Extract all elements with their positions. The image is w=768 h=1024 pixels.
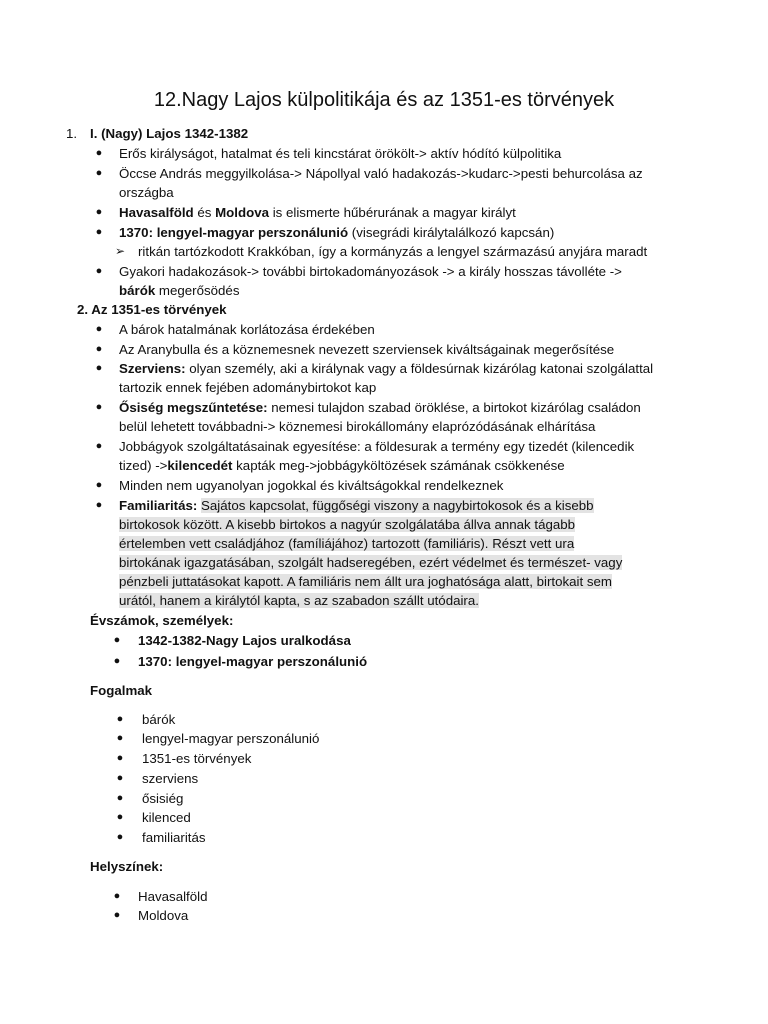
list-item: Erős királyságot, hatalmat és teli kincstárat örökölt-> aktív hódító külpolitika xyxy=(119,146,562,161)
sub-list-item: ritkán tartózkodott Krakkóban, így a kormányzás a lengyel származású anyjára maradt xyxy=(138,244,648,259)
list-item: A bárok hatalmának korlátozása érdekében xyxy=(119,322,375,337)
section-heading: I. (Nagy) Lajos 1342-1382 xyxy=(90,126,249,141)
arrow-bullet-icon: ➢ xyxy=(115,244,126,258)
list-item-cont: birtokosok között. A kisebb birtokos a nagyúr szolgálatába állva annak tágabb xyxy=(119,517,576,532)
bullet-icon: ● xyxy=(95,265,103,277)
list-item: bárók xyxy=(142,712,176,727)
list-item: kilenced xyxy=(142,810,191,825)
list-item-cont: belül lehetett továbbadni-> köznemesi birokállomány elaprózódásának elhárítása xyxy=(119,419,596,434)
list-item: ősisiég xyxy=(142,791,184,806)
bullet-icon: ● xyxy=(95,343,103,355)
bullet-icon: ● xyxy=(95,440,103,452)
list-item: lengyel-magyar perszonálunió xyxy=(142,731,320,746)
section-number: 1. xyxy=(66,126,78,141)
bullet-icon: ● xyxy=(95,323,103,335)
bullet-icon: ● xyxy=(113,655,121,667)
list-item: Moldova xyxy=(138,908,189,923)
list-item: Minden nem ugyanolyan jogokkal és kiváltságokkal rendelkeznek xyxy=(119,478,504,493)
list-item: 1351-es törvények xyxy=(142,751,252,766)
list-item: 1370: lengyel-magyar perszonálunió (visegrádi királytalálkozó kapcsán) xyxy=(119,225,555,240)
bullet-icon: ● xyxy=(95,499,103,511)
list-item: Szerviens: olyan személy, aki a királynak vagy a földesúrnak kizárólag katonai szolgálattal xyxy=(119,361,654,376)
bullet-icon: ● xyxy=(116,752,124,764)
list-item-cont: tized) ->kilencedét kapták meg->jobbágyköltözések számának csökkenése xyxy=(119,458,565,473)
helyszinek-heading: Helyszínek: xyxy=(90,859,164,874)
list-item: Öccse András meggyilkolása-> Nápollyal való hadakozás->kudarc->pesti behurcolása az xyxy=(119,166,643,181)
page-title: 12.Nagy Lajos külpolitikája és az 1351-es törvények xyxy=(153,89,615,111)
list-item: 1342-1382-Nagy Lajos uralkodása xyxy=(138,633,351,648)
bullet-icon: ● xyxy=(116,792,124,804)
evszamok-heading: Évszámok, személyek: xyxy=(90,613,234,628)
list-item: Gyakori hadakozások-> további birtokadományozások -> a király hosszas távolléte -> xyxy=(119,264,622,279)
list-item-cont: birtokának igazgatásában, szolgált hadseregében, ezért védelmet és természet- vagy xyxy=(119,555,623,570)
list-item-cont: bárók megerősödés xyxy=(119,283,240,298)
bullet-icon: ● xyxy=(116,831,124,843)
bullet-icon: ● xyxy=(116,732,124,744)
bullet-icon: ● xyxy=(95,147,103,159)
bullet-icon: ● xyxy=(95,167,103,179)
list-item-cont: értelemben vett családjához (famíliájához) tartozott (familiáris). Részt vett ura xyxy=(119,536,575,551)
bullet-icon: ● xyxy=(95,226,103,238)
bullet-icon: ● xyxy=(113,634,121,646)
list-item: Az Aranybulla és a köznemesnek nevezett szerviensek kiváltságainak megerősítése xyxy=(119,342,615,357)
list-item-cont: tartozik ennek fejében adománybirtokot kap xyxy=(119,380,377,395)
list-item: Jobbágyok szolgáltatásainak egyesítése: a földesurak a termény egy tizedét (kilencedik xyxy=(119,439,635,454)
list-item: Familiaritás: Sajátos kapcsolat, függőségi viszony a nagybirtokosok és a kisebb xyxy=(119,498,594,513)
bullet-icon: ● xyxy=(113,890,121,902)
bullet-icon: ● xyxy=(116,772,124,784)
fogalmak-heading: Fogalmak xyxy=(90,683,153,698)
list-item: Havasalföld xyxy=(138,889,208,904)
section-heading: 2. Az 1351-es törvények xyxy=(77,302,227,317)
bullet-icon: ● xyxy=(95,401,103,413)
bullet-icon: ● xyxy=(95,479,103,491)
bullet-icon: ● xyxy=(113,909,121,921)
bullet-icon: ● xyxy=(95,206,103,218)
list-item: familiaritás xyxy=(142,830,206,845)
list-item: szerviens xyxy=(142,771,199,786)
list-item-cont: pénzbeli juttatásokat kapott. A familiáris nem állt ura joghatósága alatt, birtokait sem xyxy=(119,574,612,589)
list-item-cont: urától, hanem a királytól kapta, s az szabadon szállt utódaira. xyxy=(119,593,479,608)
list-item: 1370: lengyel-magyar perszonálunió xyxy=(138,654,368,669)
bullet-icon: ● xyxy=(116,811,124,823)
list-item: Havasalföld és Moldova is elismerte hűbérurának a magyar királyt xyxy=(119,205,516,220)
bullet-icon: ● xyxy=(95,362,103,374)
bullet-icon: ● xyxy=(116,713,124,725)
list-item-cont: országba xyxy=(119,185,174,200)
list-item: Ősiség megszűntetése: nemesi tulajdon szabad öröklése, a birtokot kizárólag családon xyxy=(119,400,641,415)
